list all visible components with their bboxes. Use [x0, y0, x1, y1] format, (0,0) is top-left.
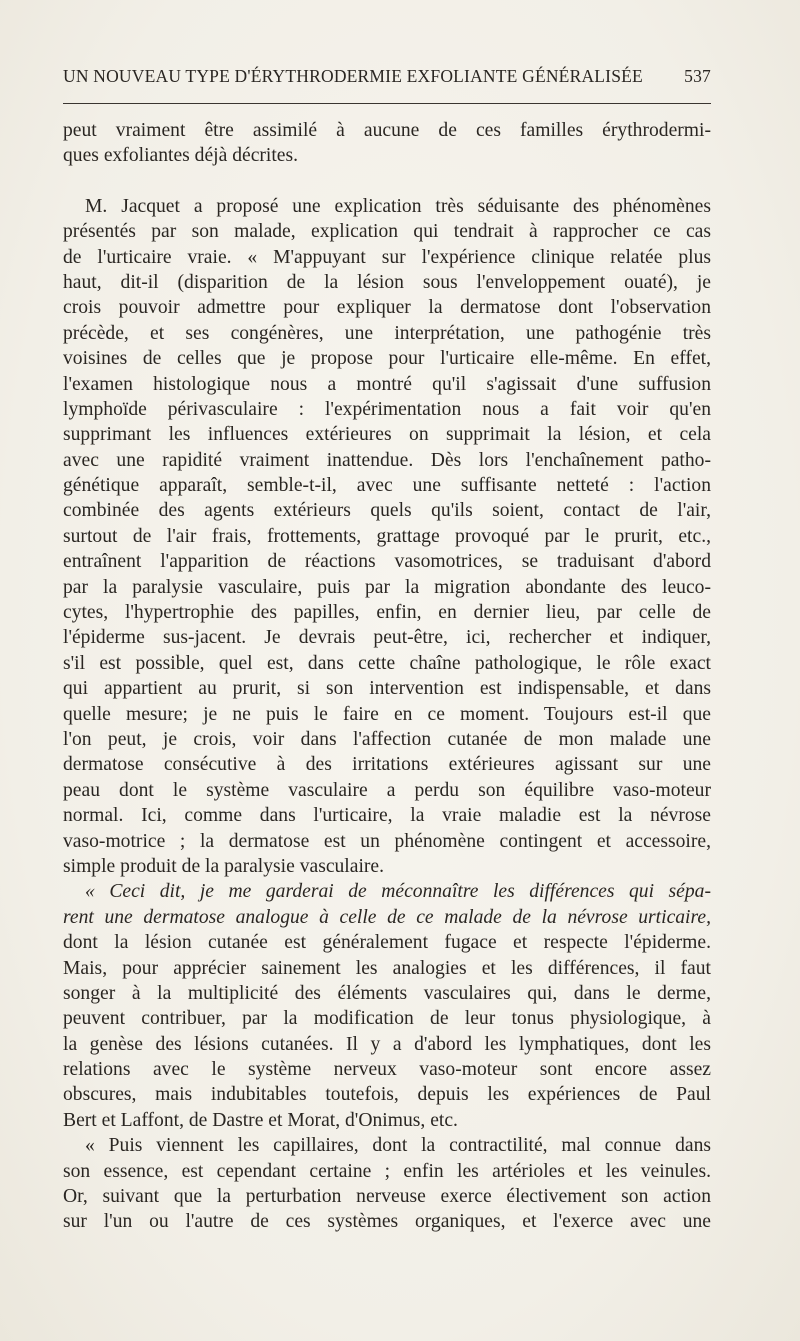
text-line: qui appartient au prurit, si son intervention est indispensable, et dans [63, 678, 711, 700]
text-line: son essence, est cependant certaine ; enfin les artérioles et les veinules. [63, 1160, 711, 1182]
italic-text-line: « Ceci dit, je me garderai de méconnaître les différences qui sépa- [85, 881, 711, 903]
text-line: Bert et Laffont, de Dastre et Morat, d'Onimus, etc. [63, 1109, 458, 1131]
header-rule [63, 103, 711, 104]
text-line: cytes, l'hypertrophie des papilles, enfin, en dernier lieu, par celle de [63, 602, 711, 624]
text-line: précède, et ses congénères, une interprétation, une pathogénie très [63, 322, 711, 344]
paragraph-gap [63, 169, 711, 194]
text-line: dermatose consécutive à des irritations extérieures agissant sur une [63, 754, 711, 776]
body-text [63, 118, 711, 1235]
text-line: Or, suivant que la perturbation nerveuse exerce électivement son action [63, 1186, 711, 1208]
text-line: peut vraiment être assimilé à aucune de ces familles érythrodermi- [63, 120, 711, 141]
text-line: sur l'un ou l'autre de ces systèmes organiques, et l'exerce avec une [63, 1211, 711, 1233]
text-line: ques exfoliantes déjà décrites. [63, 145, 299, 167]
page-number: 537 [684, 66, 711, 86]
text-line: obscures, mais indubitables toutefois, depuis les expériences de Paul [63, 1084, 711, 1106]
italic-text-line: rent une dermatose analogue à celle de ce malade de la névrose urticaire, [63, 906, 711, 928]
text-line: surtout de l'air frais, frottements, grattage provoqué par le prurit, etc., [63, 525, 711, 547]
text-line: relations avec le système nerveux vaso-moteur sont encore assez [63, 1059, 711, 1081]
text-line: voisines de celles que je propose pour l'urticaire elle-même. En effet, [63, 348, 711, 370]
text-line: vaso-motrice ; la dermatose est un phénomène contingent et accessoire, [63, 830, 711, 852]
text-line: s'il est possible, quel est, dans cette chaîne pathologique, le rôle exact [63, 652, 711, 674]
text-line: supprimant les influences extérieures on supprimait la lésion, et cela [63, 424, 711, 446]
running-header [63, 66, 711, 94]
text-line: dont la lésion cutanée est généralement fugace et respecte l'épiderme. [63, 932, 711, 954]
text-line: l'on peut, je crois, voir dans l'affection cutanée de mon malade une [63, 728, 711, 750]
running-title: UN NOUVEAU TYPE D'ÉRYTHRODERMIE EXFOLIANTE GÉNÉRALISÉE [63, 66, 643, 86]
text-line: haut, dit-il (disparition de la lésion sous l'enveloppement ouaté), je [63, 271, 711, 293]
text-line: avec une rapidité vraiment inattendue. Dès lors l'enchaînement patho- [63, 449, 711, 471]
text-line: normal. Ici, comme dans l'urticaire, la vraie maladie est la névrose [63, 805, 711, 827]
text-line: la genèse des lésions cutanées. Il y a d'abord les lymphatiques, dont les [63, 1033, 711, 1055]
text-line: crois pouvoir admettre pour expliquer la dermatose dont l'observation [63, 297, 711, 319]
text-line: songer à la multiplicité des éléments vasculaires qui, dans le derme, [63, 982, 711, 1004]
text-line: entraînent l'apparition de réactions vasomotrices, se traduisant d'abord [63, 551, 711, 573]
text-line: par la paralysie vasculaire, puis par la migration abondante des leuco- [63, 576, 711, 598]
text-line: quelle mesure; je ne puis le faire en ce moment. Toujours est-il que [63, 703, 711, 725]
text-line: génétique apparaît, semble-t-il, avec une suffisante netteté : l'action [63, 475, 711, 497]
text-line: présentés par son malade, explication qui tendrait à rapprocher ce cas [63, 221, 711, 243]
text-line: peau dont le système vasculaire a perdu son équilibre vaso-moteur [63, 779, 711, 801]
text-line: combinée des agents extérieurs quels qu'ils soient, contact de l'air, [63, 500, 711, 522]
text-line: l'épiderme sus-jacent. Je devrais peut-être, ici, rechercher et indiquer, [63, 627, 711, 649]
text-line: Mais, pour apprécier sainement les analogies et les différences, il faut [63, 957, 711, 979]
text-line: l'examen histologique nous a montré qu'il s'agissait d'une suffusion [63, 373, 711, 395]
text-line: peuvent contribuer, par la modification de leur tonus physiologique, à [63, 1008, 711, 1030]
text-line: simple produit de la paralysie vasculaire. [63, 855, 385, 877]
text-line: de l'urticaire vraie. « M'appuyant sur l'expérience clinique relatée plus [63, 246, 711, 268]
text-line: M. Jacquet a proposé une explication très séduisante des phénomènes [85, 195, 711, 217]
text-line: lymphoïde périvasculaire : l'expérimentation nous a fait voir qu'en [63, 398, 711, 420]
text-line: « Puis viennent les capillaires, dont la contractilité, mal connue dans [85, 1135, 711, 1157]
